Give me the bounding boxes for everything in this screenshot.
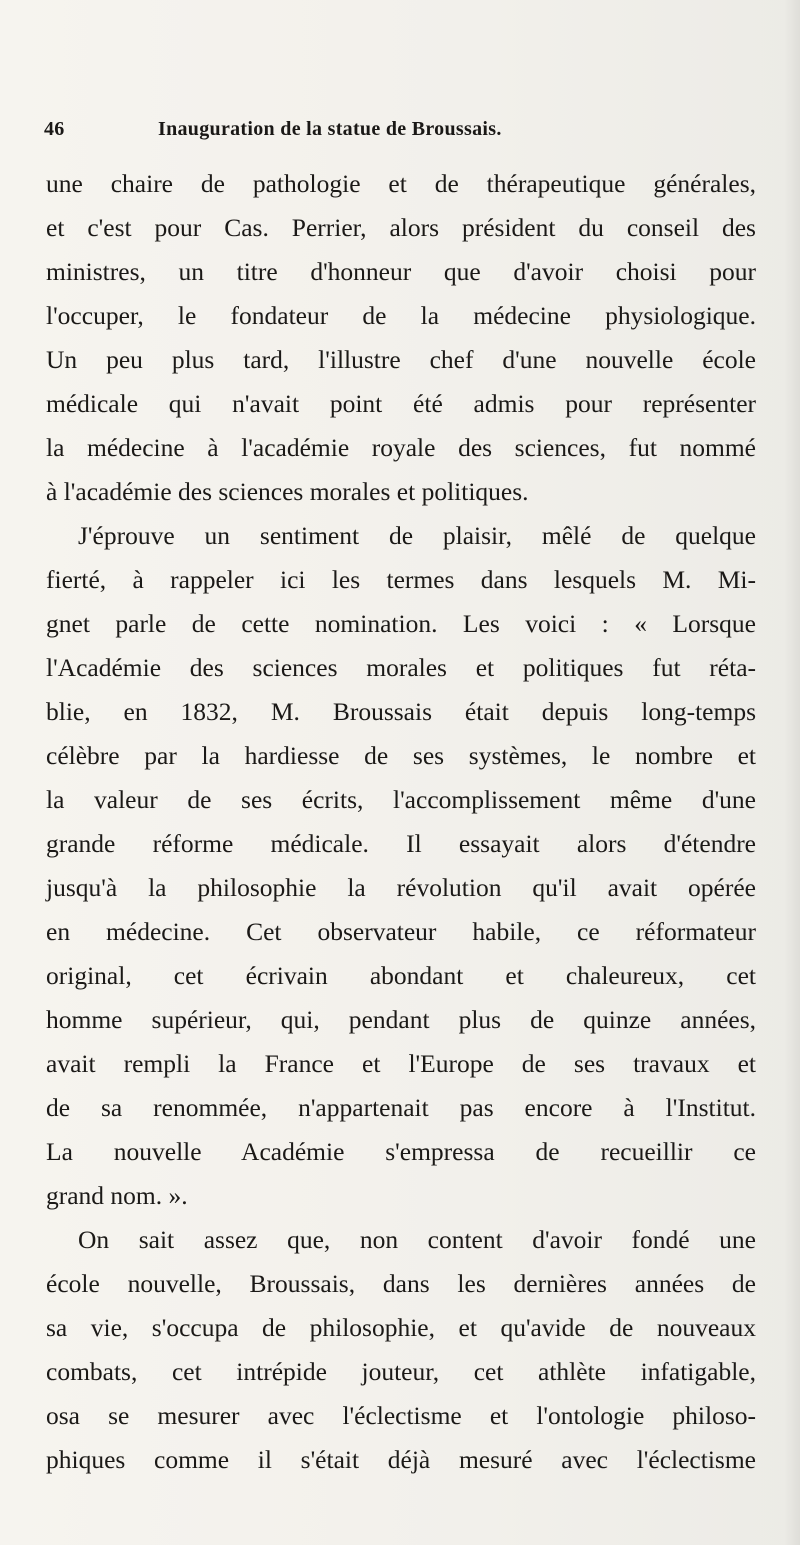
text-line: grand nom. ». [46,1181,188,1210]
text-line: célèbre par la hardiesse de ses systèmes, le nombre et [46,741,756,770]
page-edge-shadow [784,0,800,1545]
text-line: la valeur de ses écrits, l'accomplissement même d'une [46,785,756,814]
text-line: osa se mesurer avec l'éclectisme et l'ontologie philoso- [46,1401,756,1430]
text-line: On sait assez que, non content d'avoir fondé une [78,1225,756,1254]
body-text [46,162,756,1482]
page-number: 46 [44,118,65,140]
text-line: sa vie, s'occupa de philosophie, et qu'avide de nouveaux [46,1313,756,1342]
text-line: grande réforme médicale. Il essayait alors d'étendre [46,829,756,858]
text-line: original, cet écrivain abondant et chaleureux, cet [46,961,756,990]
text-line: homme supérieur, qui, pendant plus de quinze années, [46,1005,756,1034]
text-line: médicale qui n'avait point été admis pour représenter [46,389,756,418]
text-line: l'occuper, le fondateur de la médecine physiologique. [46,301,756,330]
text-line: phiques comme il s'était déjà mesuré avec l'éclectisme [46,1445,756,1474]
text-line: avait rempli la France et l'Europe de ses travaux et [46,1049,756,1078]
text-line: Un peu plus tard, l'illustre chef d'une nouvelle école [46,345,756,374]
running-title: Inauguration de la statue de Broussais. [158,118,502,140]
text-line: jusqu'à la philosophie la révolution qu'il avait opérée [46,873,756,902]
text-line: et c'est pour Cas. Perrier, alors président du conseil des [46,213,756,242]
text-line: combats, cet intrépide jouteur, cet athlète infatigable, [46,1357,756,1386]
text-line: La nouvelle Académie s'empressa de recueillir ce [46,1137,756,1166]
text-line: gnet parle de cette nomination. Les voici : « Lorsque [46,609,756,638]
text-line: fierté, à rappeler ici les termes dans lesquels M. Mi- [46,565,756,594]
text-line: en médecine. Cet observateur habile, ce réformateur [46,917,756,946]
text-line: une chaire de pathologie et de thérapeutique générales, [46,169,756,198]
text-line: blie, en 1832, M. Broussais était depuis long-temps [46,697,756,726]
text-line: J'éprouve un sentiment de plaisir, mêlé de quelque [78,521,756,550]
text-line: la médecine à l'académie royale des sciences, fut nommé [46,433,756,462]
text-line: l'Académie des sciences morales et politiques fut réta- [46,653,756,682]
text-line: de sa renommée, n'appartenait pas encore à l'Institut. [46,1093,756,1122]
text-line: ministres, un titre d'honneur que d'avoir choisi pour [46,257,756,286]
text-line: école nouvelle, Broussais, dans les dernières années de [46,1269,756,1298]
text-line: à l'académie des sciences morales et politiques. [46,477,529,506]
running-header [44,118,764,148]
